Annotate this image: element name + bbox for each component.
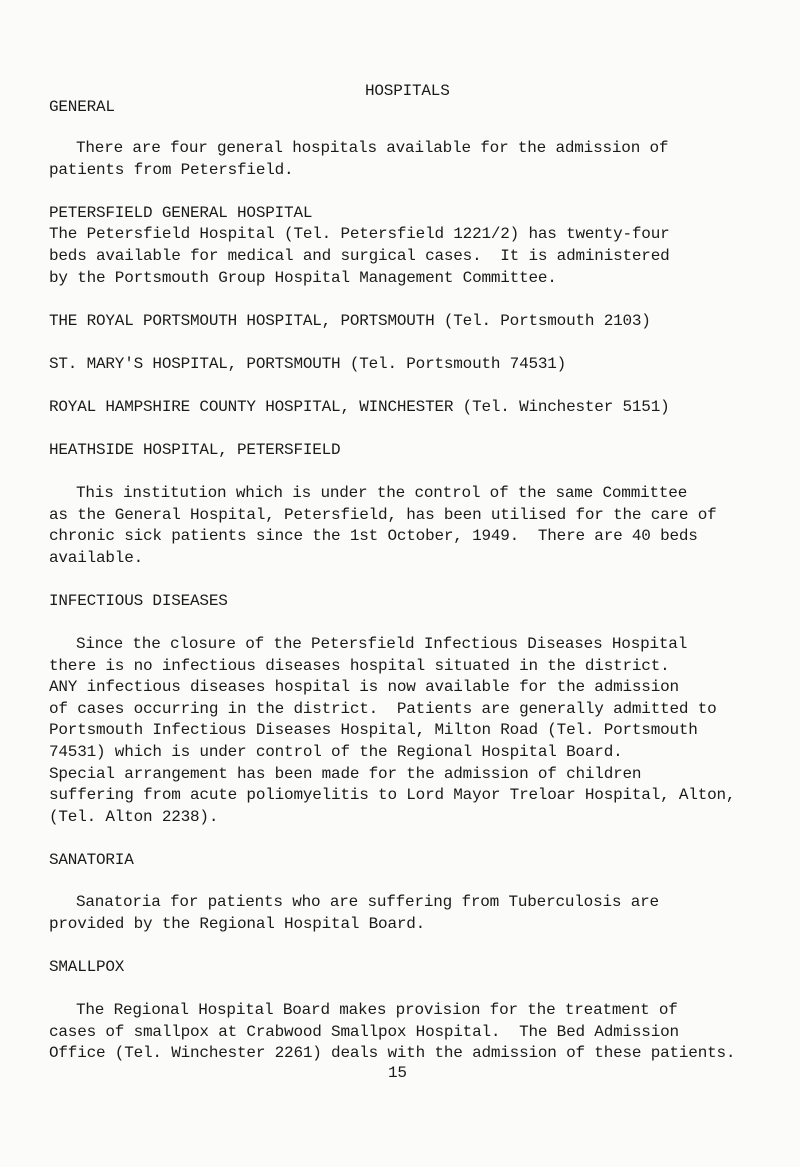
royal-hampshire-hospital: ROYAL HAMPSHIRE COUNTY HOSPITAL, WINCHESTER (Tel. Winchester 5151) <box>49 398 670 416</box>
infectious-text: Portsmouth Infectious Diseases Hospital, Milton Road (Tel. Portsmouth <box>49 721 698 739</box>
infectious-text: ANY infectious diseases hospital is now available for the admission <box>49 678 679 696</box>
infectious-text: Since the closure of the Petersfield Infectious Diseases Hospital <box>76 635 688 653</box>
infectious-text: suffering from acute poliomyelitis to Lord Mayor Treloar Hospital, Alton, <box>49 786 736 804</box>
petersfield-hospital-heading: PETERSFIELD GENERAL HOSPITAL <box>49 204 313 222</box>
smallpox-text: The Regional Hospital Board makes provision for the treatment of <box>76 1001 678 1019</box>
infectious-text: Special arrangement has been made for the admission of children <box>49 765 642 783</box>
st-marys-hospital: ST. MARY'S HOSPITAL, PORTSMOUTH (Tel. Portsmouth 74531) <box>49 355 567 373</box>
petersfield-hospital-text: by the Portsmouth Group Hospital Management Committee. <box>49 269 557 287</box>
heathside-heading: HEATHSIDE HOSPITAL, PETERSFIELD <box>49 441 341 459</box>
infectious-text: of cases occurring in the district. Patients are generally admitted to <box>49 700 717 718</box>
infectious-text: there is no infectious diseases hospital situated in the district. <box>49 657 670 675</box>
heathside-text: as the General Hospital, Petersfield, has been utilised for the care of <box>49 506 717 524</box>
infectious-heading: INFECTIOUS DISEASES <box>49 592 228 610</box>
heathside-text: chronic sick patients since the 1st October, 1949. There are 40 beds <box>49 527 698 545</box>
sanatoria-text: Sanatoria for patients who are suffering from Tuberculosis are <box>76 893 659 911</box>
petersfield-hospital-text: The Petersfield Hospital (Tel. Petersfield 1221/2) has twenty-four <box>49 225 670 243</box>
smallpox-text: cases of smallpox at Crabwood Smallpox Hospital. The Bed Admission <box>49 1023 679 1041</box>
page-title: HOSPITALS <box>365 82 450 100</box>
infectious-text: (Tel. Alton 2238). <box>49 808 219 826</box>
general-heading: GENERAL <box>49 98 115 116</box>
general-intro-line: patients from Petersfield. <box>49 161 294 179</box>
smallpox-text: Office (Tel. Winchester 2261) deals with the admission of these patients. <box>49 1044 736 1062</box>
sanatoria-heading: SANATORIA <box>49 851 134 869</box>
heathside-text: This institution which is under the control of the same Committee <box>76 484 688 502</box>
smallpox-heading: SMALLPOX <box>49 958 125 976</box>
heathside-text: available. <box>49 549 144 567</box>
infectious-text: 74531) which is under control of the Regional Hospital Board. <box>49 743 623 761</box>
page-number: 15 <box>388 1064 407 1082</box>
royal-portsmouth-hospital: THE ROYAL PORTSMOUTH HOSPITAL, PORTSMOUTH (Tel. Portsmouth 2103) <box>49 312 651 330</box>
petersfield-hospital-text: beds available for medical and surgical cases. It is administered <box>49 247 670 265</box>
general-intro-line: There are four general hospitals available for the admission of <box>76 139 669 157</box>
sanatoria-text: provided by the Regional Hospital Board. <box>49 915 426 933</box>
